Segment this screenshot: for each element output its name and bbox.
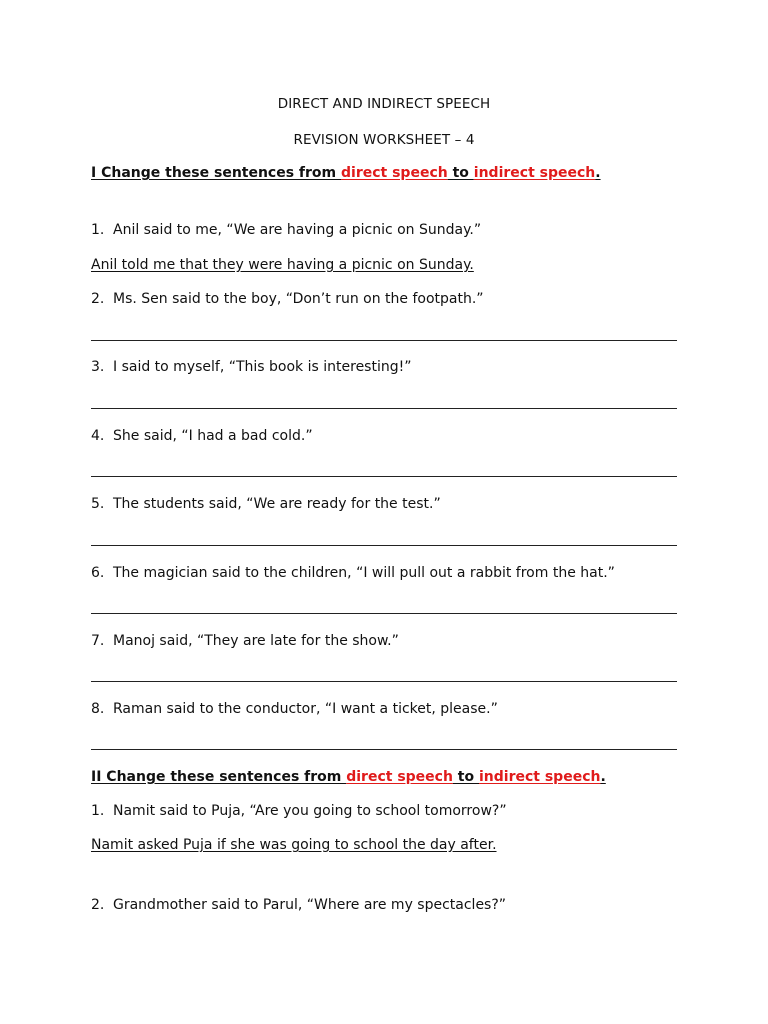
answer-blank-line[interactable] — [91, 340, 677, 341]
section-1-term-indirect: indirect speech — [473, 165, 596, 181]
question-number: 8. — [91, 701, 105, 717]
section-2-joiner: to — [452, 769, 479, 785]
question-text: The magician said to the children, “I will pull out a rabbit from the hat.” — [113, 565, 615, 581]
question-number: 1. — [91, 803, 105, 819]
question-item — [91, 564, 615, 582]
question-number: 2. — [91, 291, 105, 307]
question-item — [91, 632, 399, 650]
question-number: 2. — [91, 897, 105, 913]
question-item — [91, 427, 313, 445]
question-item — [91, 495, 441, 513]
section-2-period: . — [600, 769, 606, 785]
section-1-term-direct: direct speech — [341, 165, 448, 181]
section-2-prefix: II Change these sentences from — [91, 769, 347, 785]
section-1-joiner: to — [447, 165, 474, 181]
answer-blank-line[interactable] — [91, 476, 677, 477]
worksheet-title: DIRECT AND INDIRECT SPEECH — [277, 96, 491, 112]
question-text: Grandmother said to Parul, “Where are my spectacles?” — [113, 897, 507, 913]
question-text: I said to myself, “This book is interesting!” — [113, 359, 412, 375]
question-item — [91, 358, 411, 376]
answer-blank-line[interactable] — [91, 749, 677, 750]
answer-blank-line[interactable] — [91, 408, 677, 409]
question-number: 4. — [91, 428, 105, 444]
question-text: Raman said to the conductor, “I want a ticket, please.” — [113, 701, 498, 717]
question-item — [91, 221, 481, 239]
section-1-period: . — [595, 165, 601, 181]
section-1-prefix: I Change these sentences from — [91, 165, 342, 181]
worksheet-subtitle: REVISION WORKSHEET – 4 — [293, 132, 475, 148]
section-1-heading — [91, 164, 601, 182]
question-item — [91, 896, 506, 914]
question-text: Manoj said, “They are late for the show.” — [113, 633, 399, 649]
question-text: Anil said to me, “We are having a picnic on Sunday.” — [113, 222, 482, 238]
question-item — [91, 290, 484, 308]
sample-answer: Anil told me that they were having a picnic on Sunday. — [91, 257, 474, 273]
question-item — [91, 700, 498, 718]
question-number: 5. — [91, 496, 105, 512]
question-number: 1. — [91, 222, 105, 238]
section-2-term-direct: direct speech — [346, 769, 453, 785]
question-number: 3. — [91, 359, 105, 375]
question-item — [91, 802, 507, 820]
sample-answer: Namit asked Puja if she was going to school the day after. — [91, 837, 497, 853]
question-number: 7. — [91, 633, 105, 649]
answer-blank-line[interactable] — [91, 545, 677, 546]
question-number: 6. — [91, 565, 105, 581]
question-text: She said, “I had a bad cold.” — [113, 428, 313, 444]
question-text: The students said, “We are ready for the test.” — [113, 496, 441, 512]
section-2-heading — [91, 768, 606, 786]
answer-blank-line[interactable] — [91, 613, 677, 614]
question-text: Namit said to Puja, “Are you going to school tomorrow?” — [113, 803, 507, 819]
question-text: Ms. Sen said to the boy, “Don’t run on the footpath.” — [113, 291, 484, 307]
section-2-term-indirect: indirect speech — [479, 769, 601, 785]
answer-blank-line[interactable] — [91, 681, 677, 682]
